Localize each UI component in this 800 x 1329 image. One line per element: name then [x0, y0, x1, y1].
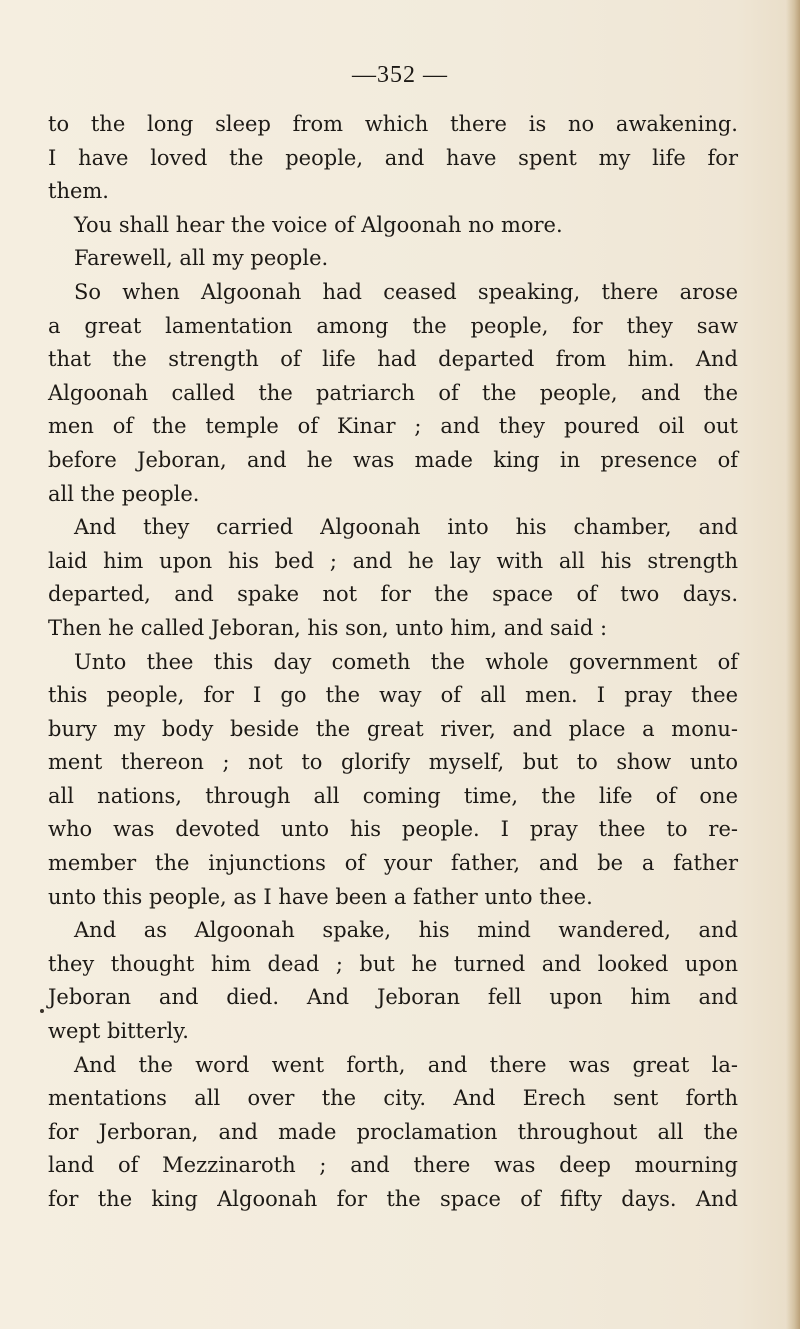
text-line: departed, and spake not for the space of two days. [48, 582, 738, 607]
text-line: for the king Algoonah for the space of fifty days. And [48, 1187, 738, 1211]
text-line: Unto thee this day cometh the whole government of [74, 649, 738, 674]
text-line: all the people. [48, 481, 200, 506]
text-line: to the long sleep from which there is no awakening. [48, 112, 738, 136]
text-line: And they carried Algoonah into his chamber, and [74, 515, 738, 540]
text-line: member the injunctions of your father, and be a father [48, 851, 738, 876]
text-line: You shall hear the voice of Algoonah no more. [74, 212, 563, 237]
text-line: that the strength of life had departed from him. And [48, 347, 738, 372]
text-line: So when Algoonah had ceased speaking, there arose [74, 279, 738, 304]
text-line: ment thereon ; not to glorify myself, but to show unto [48, 750, 738, 775]
text-line: they thought him dead ; but he turned and looked upon [48, 951, 738, 976]
body-text [48, 108, 738, 1217]
text-line: mentations all over the city. And Erech sent forth [48, 1086, 738, 1111]
text-line: laid him upon his bed ; and he lay with all his strength [48, 548, 738, 573]
ink-speck [40, 1009, 44, 1013]
text-line: them. [48, 179, 109, 204]
text-line: bury my body beside the great river, and place a monu- [48, 716, 738, 741]
page-edge-shadow [786, 0, 800, 1329]
text-line: who was devoted unto his people. I pray thee to re- [48, 817, 738, 842]
text-line: for Jerboran, and made proclamation throughout all the [48, 1119, 738, 1144]
text-line: before Jeboran, and he was made king in presence of [48, 447, 738, 472]
text-line: Algoonah called the patriarch of the people, and the [48, 380, 738, 405]
text-line: men of the temple of Kinar ; and they poured oil out [48, 414, 738, 439]
text-line: a great lamentation among the people, for they saw [48, 313, 738, 338]
text-line: land of Mezzinaroth ; and there was deep mourning [48, 1153, 738, 1178]
text-line: I have loved the people, and have spent my life for [48, 145, 738, 170]
text-line: this people, for I go the way of all men. I pray thee [48, 683, 738, 708]
text-line: all nations, through all coming time, the life of one [48, 783, 738, 808]
text-line: wept bitterly. [48, 1019, 189, 1044]
text-line: Jeboran and died. And Jeboran fell upon him and [48, 985, 738, 1010]
text-line: Farewell, all my people. [74, 246, 329, 271]
text-line: And the word went forth, and there was great la- [74, 1052, 738, 1077]
text-line: Then he called Jeboran, his son, unto him, and said : [48, 615, 608, 640]
page-number: —352 — [352, 62, 448, 88]
text-line: unto this people, as I have been a father unto thee. [48, 884, 593, 909]
text-line: And as Algoonah spake, his mind wandered, and [74, 918, 738, 943]
